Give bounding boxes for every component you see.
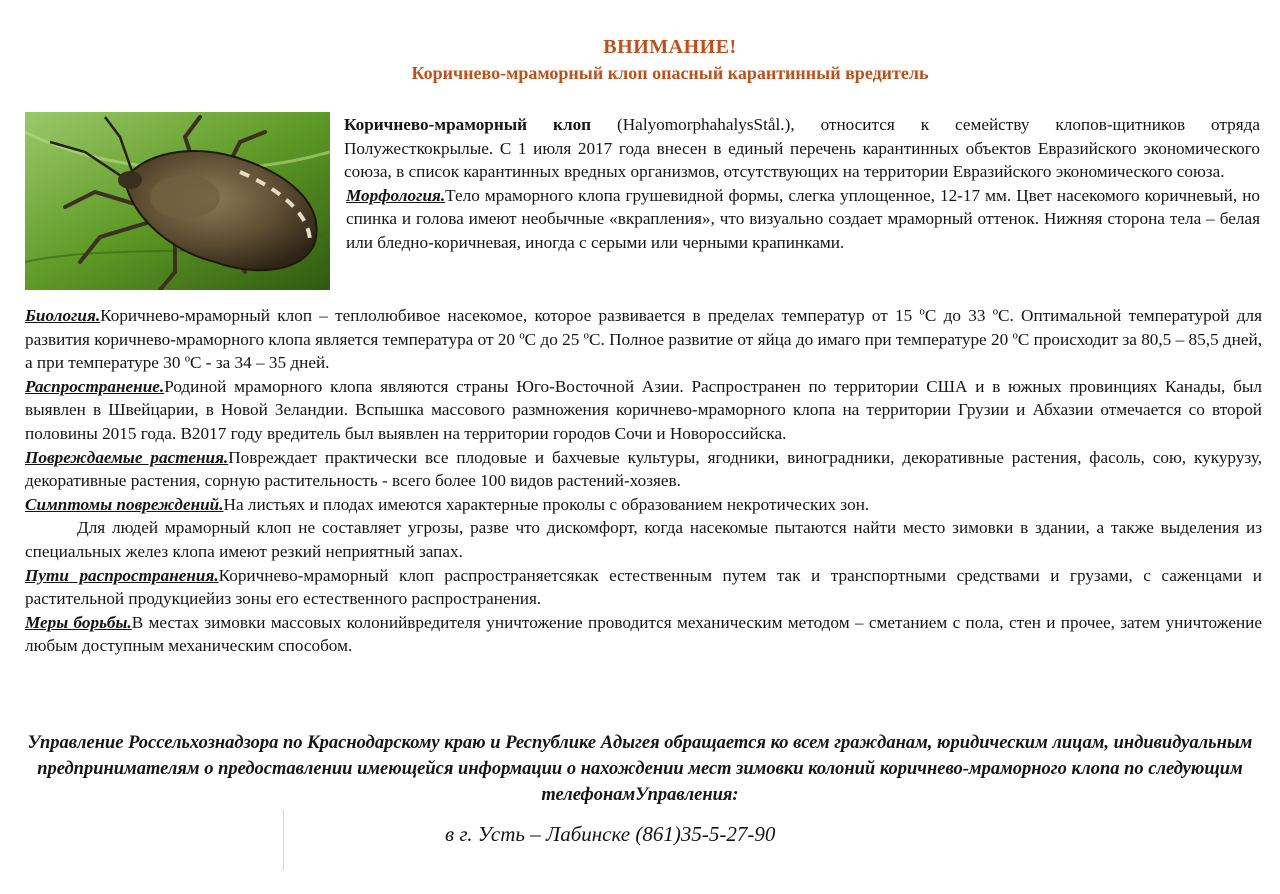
control-text: В местах зимовки массовых колонийвредителя уничтожение проводится механическим методом – сметанием с пола, стен и прочее, затем уничтожение любым доступным механическим способом. xyxy=(25,612,1262,656)
biology-heading: Биология. xyxy=(25,306,101,325)
spread-paths-heading: Пути распространения. xyxy=(25,565,219,585)
distribution-text: Родиной мраморного клопа являются страны Юго-Восточной Азии. Распространен по территории США и в южных провинциях Канады, был выявлен в Швейцарии, в Новой Зеландии. Вспышка массового размножения коричнево-мраморного клопа на территории Грузии и Абхазии отмечается со второй половины 2015 года. В2017 году вредитель был выявлен на территории городов Сочи и Новороссийска. xyxy=(25,376,1262,443)
main-text-section xyxy=(25,304,1262,658)
intro-paragraph xyxy=(344,113,1260,184)
scan-artifact-line xyxy=(283,810,284,870)
intro-species-name: Коричнево-мраморный клоп xyxy=(344,115,592,134)
stink-bug-photo xyxy=(25,112,330,290)
spread-paths-text: Коричнево-мраморный клоп распространяетсякак естественным путем так и транспортными средствами и грузами, с саженцами и растительной продукциейиз зоны его естественного распространения. xyxy=(25,565,1262,609)
distribution-heading: Распространение. xyxy=(25,376,165,396)
symptoms-text: На листьях и плодах имеются характерные проколы с образованием некротических зон. xyxy=(223,494,870,514)
damaged-plants-heading: Повреждаемые растения. xyxy=(25,447,229,467)
intro-text: (HalyomorphahalysStål.), относится к семейству клопов-щитников отряда Полужесткокрылые. С 1 июля 2017 года внесен в единый перечень карантинных объектов Евразийского экономического союза, в список карантинных вредных организмов, отсутствующих на территории Евразийского экономического союза. xyxy=(344,115,1260,182)
spread-paths-paragraph xyxy=(25,564,1262,611)
page-title: ВНИМАНИЕ! xyxy=(603,36,737,58)
damaged-plants-text: Повреждает практически все плодовые и бахчевые культуры, ягодники, виноградники, декоративные растения, фасоль, сою, кукурузу, декоративные растения, сорную растительность - всего более 100 видов растений-хозяев. xyxy=(25,447,1262,491)
symptoms-paragraph xyxy=(25,493,1262,517)
morphology-paragraph xyxy=(344,184,1260,255)
morphology-heading: Морфология. xyxy=(346,185,446,205)
biology-paragraph xyxy=(25,304,1262,375)
contact-phone: в г. Усть – Лабинске (861)35-5-27-90 xyxy=(445,822,776,846)
page-subtitle: Коричнево-мраморный клоп опасный карантинный вредитель xyxy=(411,63,929,83)
intro-section xyxy=(344,113,1260,255)
control-heading: Меры борьбы. xyxy=(25,612,132,632)
people-paragraph: Для людей мраморный клоп не составляет угрозы, разве что дискомфорт, когда насекомые пытаются найти место зимовки в здании, а также выделения из специальных желез клопа имеют резкий неприятный запах. xyxy=(25,518,1262,561)
control-paragraph xyxy=(25,611,1262,658)
damaged-plants-paragraph xyxy=(25,446,1262,493)
morphology-text: Тело мраморного клопа грушевидной формы, слегка уплощенное, 12-17 мм. Цвет насекомого коричневый, но спинка и голова имеют необычные «вкрапления», что визуально создает мраморный оттенок. Нижняя сторона тела – белая или бледно-коричневая, иногда с серыми или черными крапинками. xyxy=(346,185,1260,252)
stink-bug-illustration xyxy=(25,112,330,290)
appeal-text: Управление Россельхознадзора по Краснодарскому краю и Республике Адыгея обращается ко всем гражданам, юридическим лицам, индивидуальным предпринимателям о предоставлении имеющейся информации о нахождении мест зимовки колоний коричнево-мраморного клопа по следующим телефонамУправления: xyxy=(27,733,1253,805)
biology-text: Коричнево-мраморный клоп – теплолюбивое насекомое, которое развивается в пределах температур от 15 ºС до 33 ºС. Оптимальной температурой для развития коричнево-мраморного клопа является температура от 20 ºС до 25 ºС. Полное развитие от яйца до имаго при температуре 20 ºС происходит за 80,5 – 85,5 дней, а при температуре 30 ºС - за 34 – 35 дней. xyxy=(25,306,1262,373)
distribution-paragraph xyxy=(25,375,1262,446)
symptoms-heading: Симптомы повреждений. xyxy=(25,494,224,514)
